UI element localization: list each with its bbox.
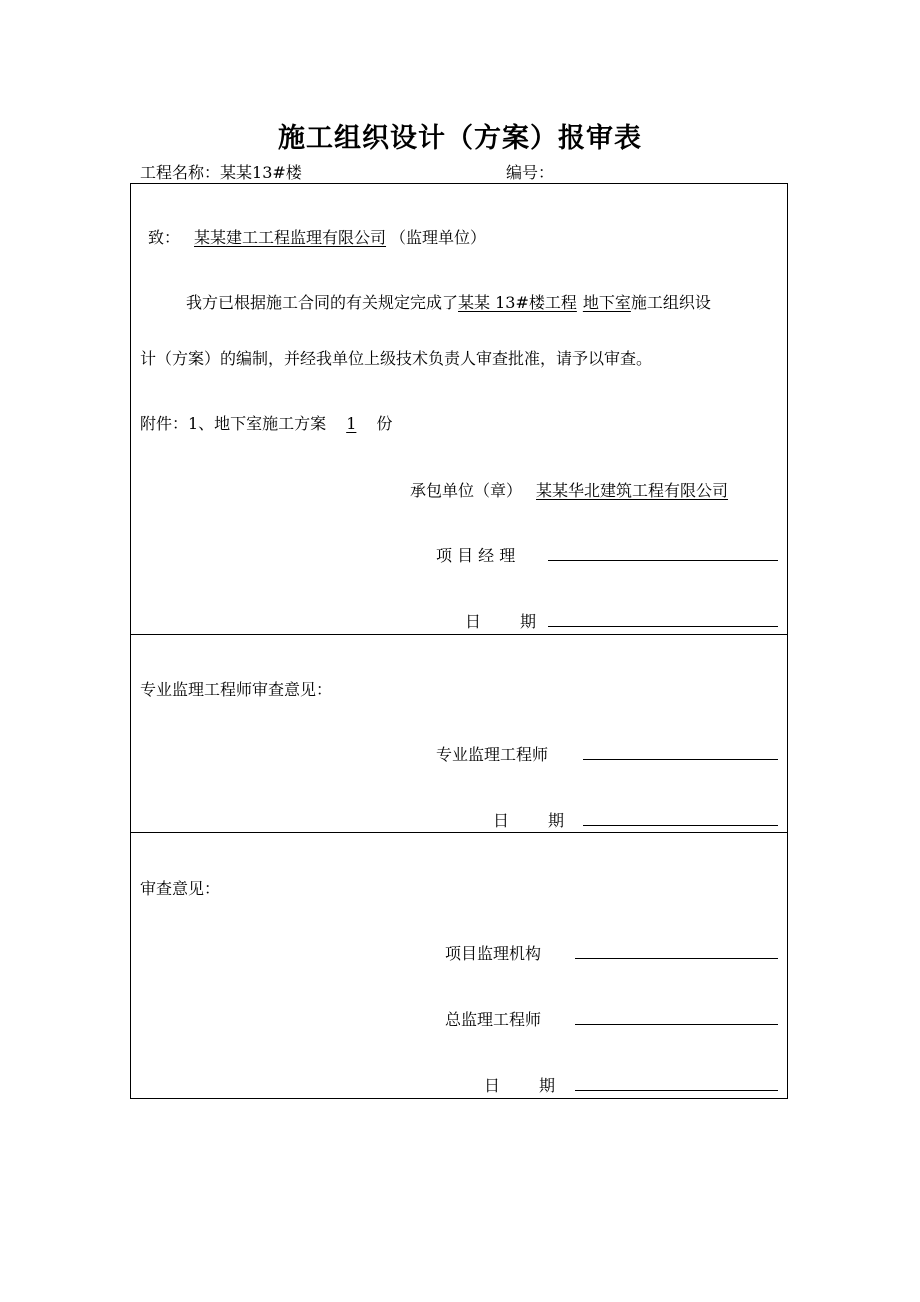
project-name-value: 某某13#楼 [220,163,302,182]
date-signature-line [575,1090,778,1091]
date-signature-line [548,626,778,627]
attachment-line [140,411,392,434]
date-label: 日 期 [493,811,565,830]
addressee-line [148,225,486,248]
contractor-company: 某某华北建筑工程有限公司 [536,481,729,500]
supervisor-company: 某某建工工程监理有限公司 [194,228,387,247]
addressee-label: 致： [148,228,181,247]
review-opinion-label: 审查意见： [140,879,221,898]
attachment-label: 附件：1、地下室施工方案 [140,414,327,433]
project-manager-signature-line [548,560,778,561]
supervision-org-label: 项目监理机构 [445,944,542,963]
project-name-label: 工程名称： [140,163,221,182]
attachment-unit: 份 [376,414,393,433]
contractor-line [410,478,736,501]
section-divider [130,634,788,635]
contractor-label: 承包单位（章） [410,481,523,500]
form-number-label: 编号： [506,163,555,182]
section-divider [130,832,788,833]
date-label: 日 期 [465,612,537,631]
addressee-suffix: （监理单位） [390,228,487,247]
chief-engineer-signature-line [575,1024,778,1025]
date-label: 日 期 [484,1076,556,1095]
body-paragraph-line1: 我方已根据施工合同的有关规定完成了某某 13#楼工程 地下室施工组织设 [186,293,711,312]
chief-engineer-label: 总监理工程师 [445,1010,542,1029]
project-name-field [140,160,302,183]
attachment-count: 1 [346,414,357,433]
specialist-engineer-signature-line [583,759,778,760]
engineer-opinion-label: 专业监理工程师审查意见： [140,680,333,699]
project-manager-label: 项 目 经 理 [436,546,516,565]
body-paragraph-line2: 计（方案）的编制，并经我单位上级技术负责人审查批准，请予以审查。 [140,349,653,368]
supervision-org-signature-line [575,958,778,959]
date-signature-line [583,825,778,826]
body-project-part: 地下室 [582,293,631,312]
page-title: 施工组织设计（方案）报审表 [278,123,642,154]
body-project-name: 某某 13#楼工程 [458,293,577,312]
specialist-engineer-label: 专业监理工程师 [436,745,549,764]
